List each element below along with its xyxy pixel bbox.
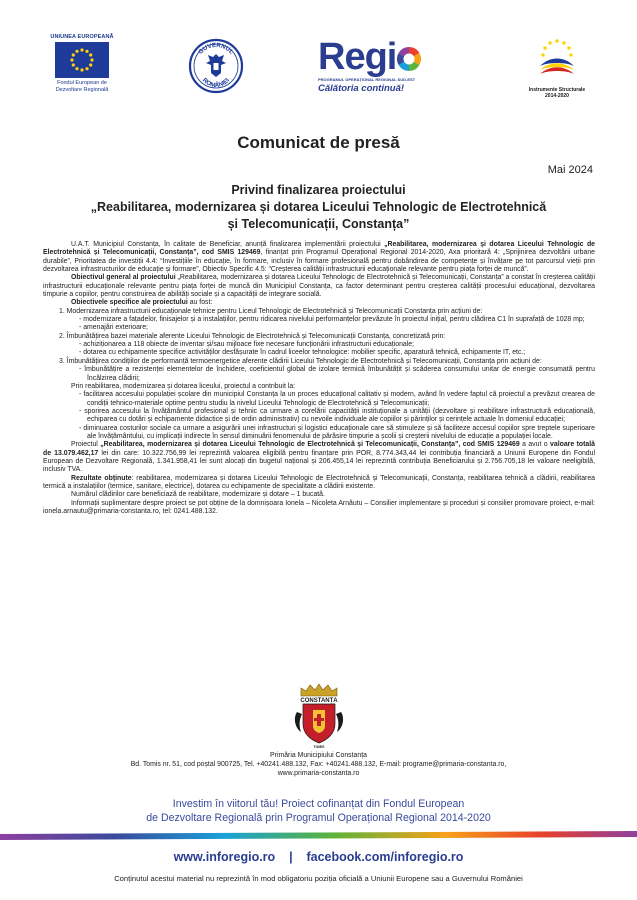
paragraph-budget: Proiectul „Reabilitarea, modernizarea și dotarea Liceului Tehnologic de Electrotehnică și Telecomunicații, Constanța”, cod SMIS 129469 a avut o valoare totală de 13.079.462,17 lei din care: 10.322.756,99 lei reprezintă valoarea eligibilă pentru finanțare prin POR, 8.774.343,44 lei contribuția financiară a Uniunii Europene din Fondul European de Dezvoltare Regională, 1.341.958,41 lei sunt alocați din bugetul național și 206.455,14 lei reprezintă contribuția Beneficiarului și 2.756.705,18 lei valoare neeligibilă, inclusiv TVA. — [43, 441, 595, 474]
objective-2-item-1: - achiziționarea a 118 obiecte de inventar și/sau mijloace fixe necesare funcționării infrastructurii educaționale; — [43, 341, 595, 349]
objective-3: 3. Îmbunătățirea condițiilor de performanță termoenergetice aferente clădirii Liceului Tehnologic de Electrotehnică și Telecomunicații, Constanța prin acțiuni de: — [59, 357, 542, 365]
paragraph-specific-objectives: Obiectivele specifice ale proiectului au fost: — [71, 299, 213, 307]
press-release-body — [43, 241, 595, 516]
eu-flag-icon — [55, 42, 109, 78]
contribution-item-2: - sporirea accesului la învățământul profesional și tehnic ca urmare a corelării capacității instituționale a unității (dezvoltare și reabilitare infrastructură educațională, echiparea cu dotări și echipamente didactice și de ordin administrativ) cu nevoile individuale ale copiilor și părinților și cerințele actuale în domeniul educației; — [43, 408, 595, 425]
contact-website: www.primaria-constanta.ro — [277, 770, 360, 777]
crest-label-bottom: TOMIS — [313, 745, 325, 748]
is-label-2: 2014-2020 — [545, 93, 569, 99]
slogan-line-2: de Dezvoltare Regională prin Programul Operațional Regional 2014-2020 — [146, 812, 491, 824]
gov-text-top: GUVERNUL — [197, 41, 235, 56]
contribution-item-3: - diminuarea costurilor sociale ca urmare a asigurării unei infrastructuri și logistici educaționale care să stimuleze și să faciliteze accesul copiilor spre treptele superioare ale învățământului, cu implicații indirecte în sensul diminuării fenomenului de părăsire timpurie a școlii și creșterii nivelului de educație a populației locale. — [43, 425, 595, 442]
document-date: Mai 2024 — [547, 164, 593, 176]
romanian-government-logo — [188, 36, 244, 96]
rainbow-band — [0, 831, 637, 840]
contact-block — [0, 751, 637, 778]
paragraph-contact-info: Informații suplimentare despre proiect se pot obține de la domnișoara Ionela – Nicoleta Arnăutu – Consilier implementare și proceduri și consilier promovare proiect, e-mail: ionela.arnautu@primaria-constanta.ro, tel: 0241.488.132. — [43, 499, 595, 515]
eu-label-bottom-2: Dezvoltare Regională — [55, 86, 109, 93]
regio-logo — [318, 38, 440, 98]
paragraph-contributions: Prin reabilitarea, modernizarea și dotarea liceului, proiectul a contribuit la: — [71, 382, 296, 390]
structural-instruments-logo — [520, 36, 594, 100]
crest-label-top: CONSTANȚA — [300, 698, 338, 704]
footer-web-links: www.inforegio.ro | facebook.com/inforegio.ro — [173, 850, 464, 864]
constanta-coat-of-arms — [289, 682, 349, 762]
eu-logo — [42, 34, 122, 93]
is-label-1: Instrumente Structurale — [528, 87, 586, 93]
regio-subtitle: PROGRAMUL OPERAȚIONAL REGIONAL SUD-EST — [318, 77, 416, 82]
contact-address: Bd. Tomis nr. 51, cod poștal 900725, Tel. +40241.488.132, Fax: +40241.488.132, E-mail: programe@primaria-constanta.ro, — [130, 761, 507, 768]
objective-2: 2. Îmbunătățirea bazei materiale aferente Liceului Tehnologic de Electrotehnică și Telecomunicații Constanța, concretizată prin: — [59, 332, 446, 340]
slogan-line-1: Investim în viitorul tău! Proiect cofinanțat din Fondul European — [172, 798, 465, 810]
regio-o-icon — [396, 46, 422, 72]
regio-word: Regi — [318, 36, 397, 78]
subtitle-line-1: Privind finalizarea proiectului — [231, 183, 406, 197]
slogan — [0, 797, 637, 825]
paragraph-intro: U.A.T. Municipiul Constanța, în calitate de Beneficiar, anunță finalizarea implementării proiectului „Reabilitarea, modernizarea și dotarea Liceului Tehnologic de Electrotehnică și Telecomunicații, Constanța”, cod SMIS 129469, finanțat prin Programul Operațional Regional 2014-2020, Axa prioritară 4: „Sprijinirea dezvoltării urbane durabile”, Prioritatea de investiții 4.4: “Investițiile în educație, în formare, inclusiv în formare profesională pentru dobândirea de competențe și învățare pe tot parcursul vieții prin dezvoltarea infrastructurilor de educație și formare”, Obiectiv Specific 4.5: “Creșterea calității infrastructurii educaționale relevante pentru piața forței de muncă”. — [43, 241, 596, 274]
structural-instruments-icon — [520, 36, 594, 80]
gov-text-bottom: ROMÂNIEI — [200, 76, 232, 90]
objective-2-item-2: - dotarea cu echipamente specifice activităților desfășurate în cadrul liceelor tehnologice: mobilier specific, aparatură tehnică, echipamente IT, etc.; — [43, 349, 595, 357]
subtitle-line-3: și Telecomunicații, Constanța” — [227, 217, 410, 231]
objective-1: 1. Modernizarea infrastructurii educaționale tehnice pentru Liceul Tehnologic de Electrotehnică și Telecomunicații Constanța prin acțiuni de: — [59, 307, 483, 315]
document-title: Comunicat de presă — [237, 133, 400, 152]
regio-motto: Călătoria continuă! — [318, 83, 405, 94]
subtitle-line-2: „Reabilitarea, modernizarea și dotarea Liceului Tehnologic de Electrotehnică — [90, 200, 547, 214]
paragraph-general-objective: Obiectivul general al proiectului „Reabilitarea, modernizarea și dotarea Liceului Tehnologic de Electrotehnică și Telecomunicații, Constanța” a constat în creșterea calității infrastructurii educaționale relevante pentru piața forței de muncă din Municipiul Constanța, ca factor determinant pentru creșterea calității procesului educațional, dezvoltarea timpurie a copiilor, pentru construirea de abilități sociale și a capacității de integrare socială. — [43, 274, 596, 299]
header-logos — [0, 34, 637, 104]
eu-label-bottom-1: Fondul European de — [57, 80, 107, 86]
paragraph-results: Rezultate obținute: reabilitarea, modernizarea și dotarea Liceului Tehnologic de Electrotehnică și Telecomunicații, Constanța, reabilitarea tehnică a clădirii, reabilitarea termică a instalațiilor (termice, sanitare, electrice), dotarea cu echipamente de specialitate a clădirii existente. — [43, 474, 595, 490]
footer-disclaimer: Conținutul acestui material nu reprezintă în mod obligatoriu poziția oficială a Uniunii Europene sau a Guvernului României — [114, 874, 523, 883]
objective-1-item-2: - amenajări exterioare; — [43, 324, 595, 332]
contribution-item-1: - facilitarea accesului populației școlare din municipiul Constanța la un proces educațional calitativ și modern, având în vedere faptul că proiectul a prevăzut crearea de condiții tehnico-materiale optime pentru studiu la nivelul Liceului Tehnologic de Electrotehnică și Telecomunicații; — [43, 391, 595, 408]
contact-institution: Primăria Municipiului Constanța — [270, 752, 367, 759]
objective-1-item-1: - modernizare a fațadelor, finisajelor și a instalațiilor, pentru ridicarea nivelului performanțelor prevăzute în proiectul inițial, pentru clădirea C1 în suprafață de 1028 mp; — [43, 316, 595, 324]
paragraph-buildings-count: Numărul clădirilor care beneficiază de reabilitare, modernizare și dotare – 1 bucată. — [71, 491, 325, 499]
objective-3-item-1: - îmbunătățire a rezistenței elementelor de închidere, coeficientul global de izolare termică îmbunătățit și scăderea consumului unitar de energie consumată pentru încălzirea clădirii; — [43, 366, 595, 383]
eu-label-top: UNIUNEA EUROPEANĂ — [50, 34, 114, 40]
